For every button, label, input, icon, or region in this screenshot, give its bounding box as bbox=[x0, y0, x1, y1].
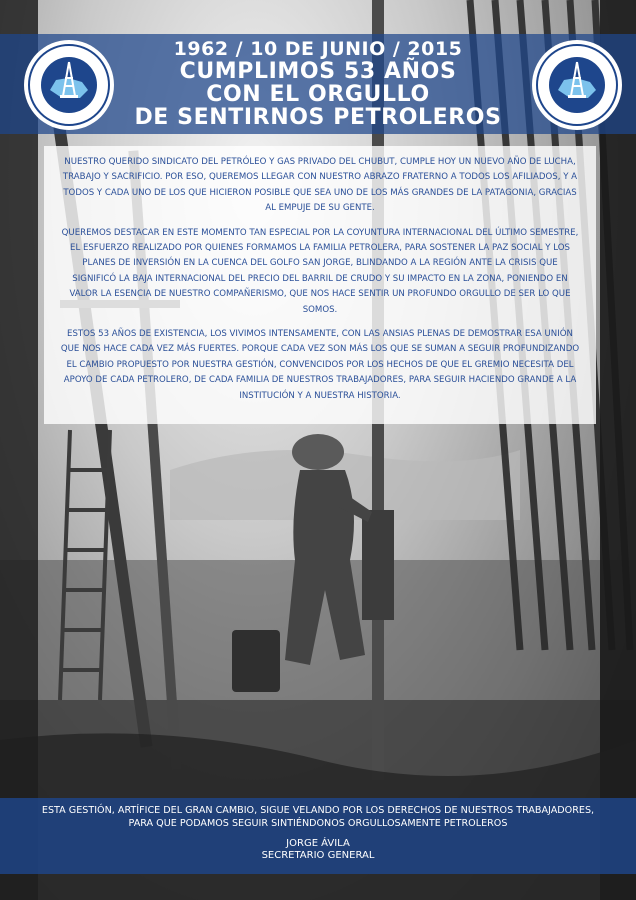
headline-line-3: DE SENTIRNOS PETROLEROS bbox=[134, 105, 502, 130]
message-body bbox=[60, 155, 580, 413]
message-paragraph-1: NUESTRO QUERIDO SINDICATO DEL PETRÓLEO Y GAS PRIVADO DEL CHUBUT, CUMPLE HOY UN NUEVO AÑO DE LUCHA, TRABAJO Y SACRIFICIO. POR ESO, QUEREMOS LLEGAR CON NUESTRO ABRAZO FRATERNO A TODOS LOS AFILIADOS, Y A TODOS Y CADA UNO DE LOS QUE HICIERON POSIBLE QUE SEA UNO DE LOS MÁS GRANDES DE LA PATAGONIA, GRACIAS AL EMPUJE DE SU GENTE. bbox=[62, 157, 578, 214]
footer-message: ESTA GESTIÓN, ARTÍFICE DEL GRAN CAMBIO, SIGUE VELANDO POR LOS DERECHOS DE NUESTROS TRABAJADORES, PARA QUE PODAMOS SEGUIR SINTIÉNDONOS ORGULLOSAMENTE PETROLEROS bbox=[41, 805, 595, 829]
headline-line-1: CUMPLIMOS 53 AÑOS bbox=[179, 59, 457, 84]
signature-name: JORGE ÁVILA bbox=[286, 838, 350, 849]
message-paragraph-2: QUEREMOS DESTACAR EN ESTE MOMENTO TAN ESPECIAL POR LA COYUNTURA INTERNACIONAL DEL ÚLTIMO SEMESTRE, EL ESFUERZO REALIZADO POR QUIENES FORMAMOS LA FAMILIA PETROLERA, PARA SOSTENER LA PAZ SOCIAL Y LOS PLANES DE INVERSIÓN EN LA CUENCA DEL GOLFO SAN JORGE, BLINDANDO A LA REGIÓN ANTE LA CRISIS QUE SIGNIFICÓ LA BAJA INTERNACIONAL DEL PRECIO DEL BARRIL DE CRUDO Y SU IMPACTO EN LA ZONA, PONIENDO EN VALOR LA ESENCIA DE NUESTRO COMPAÑERISMO, QUE NOS HACE SENTIR UN PROFUNDO ORGULLO DE SER LO QUE SOMOS. bbox=[61, 227, 579, 315]
footer-text bbox=[30, 804, 606, 862]
signature-title: SECRETARIO GENERAL bbox=[261, 850, 375, 861]
header-text bbox=[0, 38, 636, 129]
anniversary-date: 1962 / 10 DE JUNIO / 2015 bbox=[173, 38, 463, 60]
headline-line-2: CON EL ORGULLO bbox=[206, 82, 430, 107]
message-paragraph-3: ESTOS 53 AÑOS DE EXISTENCIA, LOS VIVIMOS INTENSAMENTE, CON LAS ANSIAS PLENAS DE DEMOSTRAR ESA UNIÓN QUE NOS HACE CADA VEZ MÁS FUERTES. PORQUE CADA VEZ SON MÁS LOS QUE SE SUMAN A SEGUIR PROFUNDIZANDO EL CAMBIO PROPUESTO POR NUESTRA GESTIÓN, CONVENCIDOS POR LOS HECHOS DE QUE EL GREMIO NECESITA DEL APOYO DE CADA PETROLERO, DE CADA FAMILIA DE NUESTROS TRABAJADORES, PARA SEGUIR HACIENDO GRANDE A LA INSTITUCIÓN Y A NUESTRA HISTORIA. bbox=[60, 329, 580, 401]
